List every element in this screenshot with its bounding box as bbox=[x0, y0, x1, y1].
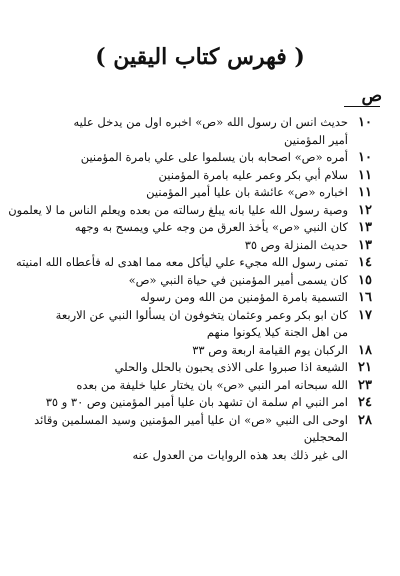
index-entry bbox=[14, 412, 382, 465]
index-entry bbox=[14, 342, 382, 360]
entry-text bbox=[14, 184, 348, 202]
entry-line: حديث المنزلة وص ٣٥ bbox=[244, 237, 348, 252]
entry-line: كان يسمى أمير المؤمنين في حياة النبي «ص» bbox=[128, 272, 348, 287]
entry-page-number: ١٣ bbox=[358, 220, 372, 235]
entry-page-number: ١٨ bbox=[358, 342, 372, 358]
entry-text bbox=[14, 342, 348, 360]
index-list bbox=[8, 114, 382, 464]
index-entry bbox=[14, 289, 382, 307]
entry-page-number: ١٢ bbox=[358, 202, 372, 218]
entry-line: سلام أبي بكر وعمر عليه بامرة المؤمنين bbox=[158, 167, 348, 182]
entry-text bbox=[14, 377, 348, 395]
index-entry bbox=[14, 149, 382, 167]
entry-page-number: ١٠ bbox=[358, 150, 372, 165]
entry-line: كان النبي «ص» يأخذ العرق من وجه علي ويمسح به وجهه bbox=[74, 220, 348, 234]
entry-page-number: ١٧ bbox=[358, 307, 372, 323]
entry-line: تمنى رسول الله مجيء علي ليأكل معه مما اهدى له فأعطاه الله امنيته bbox=[15, 255, 348, 269]
index-entry bbox=[14, 219, 382, 237]
entry-page-number: ١٥ bbox=[358, 272, 372, 288]
entry-line: أمره «ص» اصحابه بان يسلموا على علي بامرة المؤمنين bbox=[80, 150, 348, 164]
entry-text bbox=[14, 289, 348, 307]
entry-text bbox=[14, 114, 348, 149]
entry-text bbox=[14, 237, 348, 255]
page-column-header: ص bbox=[361, 86, 382, 106]
index-entry bbox=[14, 167, 382, 185]
entry-text bbox=[14, 359, 348, 377]
entry-text bbox=[14, 412, 348, 465]
entry-line: الى غير ذلك بعد هذه الروايات من العدول عنه bbox=[132, 447, 348, 462]
entry-page-number: ٢٤ bbox=[358, 395, 372, 410]
index-entry bbox=[14, 359, 382, 377]
entry-page-number: ١٤ bbox=[358, 255, 372, 270]
entry-line: أمير المؤمنين bbox=[284, 132, 348, 147]
entry-text bbox=[14, 219, 348, 237]
entry-line: كان ابو بكر وعمر وعثمان يتخوفون ان يسألوا النبي عن الاربعة bbox=[55, 307, 348, 322]
entry-page-number: ٢٣ bbox=[358, 377, 372, 393]
entry-page-number: ١٣ bbox=[358, 237, 372, 253]
index-entry bbox=[14, 184, 382, 202]
index-entry bbox=[14, 307, 382, 342]
index-entry bbox=[14, 254, 382, 272]
entry-line: امر النبي ام سلمة ان تشهد بان عليا أمير المؤمنين وص ٣٠ و ٣٥ bbox=[45, 395, 348, 409]
entry-line: المحجلين bbox=[303, 430, 348, 444]
entry-text bbox=[14, 254, 348, 272]
entry-page-number: ١٠ bbox=[358, 115, 372, 130]
entry-page-number: ١١ bbox=[358, 167, 372, 183]
page-title: ( فهرس كتاب اليقين ) bbox=[95, 44, 305, 70]
entry-line: من اهل الجنة كيلا يكونوا منهم bbox=[206, 325, 348, 339]
entry-text bbox=[14, 149, 348, 167]
entry-line: الركبان يوم القيامة اربعة وص ٣٣ bbox=[192, 342, 348, 357]
entry-text bbox=[8, 202, 348, 220]
entry-line: وصية رسول الله عليا بانه يبلغ رسالته من بعده ويعلم الناس ما لا يعلمون bbox=[8, 202, 348, 217]
entry-page-number: ٢١ bbox=[358, 360, 372, 375]
entry-line: حديث انس ان رسول الله «ص» اخبره اول من يدخل عليه bbox=[73, 115, 348, 129]
entry-text bbox=[14, 394, 348, 412]
index-entry bbox=[14, 394, 382, 412]
header-rule bbox=[344, 106, 380, 107]
entry-text bbox=[14, 272, 348, 290]
entry-line: الشيعة اذا صبروا على الاذى يحبون بالحلل والحلي bbox=[114, 360, 348, 374]
entry-line: التسمية بامرة المؤمنين من الله ومن رسوله bbox=[140, 290, 348, 304]
index-entry bbox=[14, 114, 382, 149]
entry-page-number: ٢٨ bbox=[358, 412, 372, 428]
index-entry bbox=[14, 237, 382, 255]
index-entry bbox=[8, 202, 382, 220]
entry-line: الله سبحانه امر النبي «ص» بان يختار عليا خليفة من بعده bbox=[76, 377, 348, 392]
index-entry bbox=[14, 272, 382, 290]
entry-text bbox=[14, 307, 348, 342]
entry-line: اوحى الى النبي «ص» ان عليا أمير المؤمنين وسيد المسلمين وقائد bbox=[34, 412, 348, 427]
entry-page-number: ١٦ bbox=[358, 290, 372, 305]
index-entry bbox=[14, 377, 382, 395]
entry-text bbox=[14, 167, 348, 185]
entry-page-number: ١١ bbox=[358, 185, 372, 200]
entry-line: اخباره «ص» عائشة بان عليا أمير المؤمنين bbox=[146, 185, 348, 199]
